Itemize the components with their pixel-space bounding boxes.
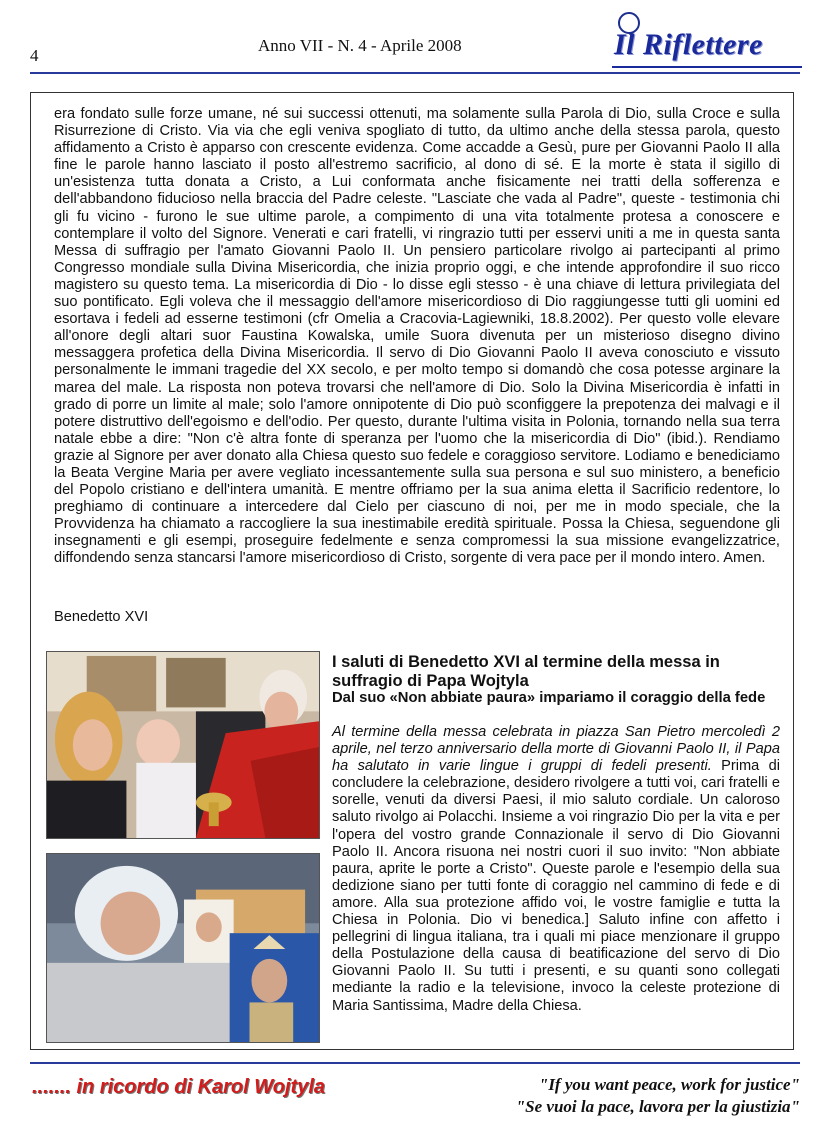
article-title: I saluti di Benedetto XVI al termine della messa in suffragio di Papa Wojtyla: [332, 653, 720, 690]
article-text: [332, 724, 780, 1015]
footer-dedication: ....... in ricordo di Karol Wojtyla: [32, 1076, 325, 1098]
footer-divider: [30, 1062, 800, 1064]
motto-english: "If you want peace, work for justice": [538, 1075, 800, 1094]
page-number: 4: [30, 46, 39, 65]
article-subtitle: Dal suo «Non abbiate paura» impariamo il coraggio della fede: [332, 690, 766, 706]
homily-text: era fondato sulle forze umane, né sui successi ottenuti, ma solamente sulla Parola di Dio, sulla Croce e sulla Risurrezione di Cristo. Via via che egli veniva spogliato di tutto, da ultimo anche della stessa parola, questo affidamento a Cristo è apparso con crescente evidenza. Come accadde a Gesù, pure per Giovanni Paolo II alla fine le parole hanno lasciato il posto all'estremo sacrificio, al dono di sé. E la morte è stata il sigillo di un'esistenza tutta donata a Cristo, a Lui conformata anche fisicamente nei tratti della sofferenza e dell'abbandono fiducioso nella braccia del Padre celeste. "Lasciate che vada al Padre", queste - testimonia chi gli fu vicino - furono le sue ultime parole, a compimento di una vita totalmente protesa a conoscere e contemplare il volto del Signore. Venerati e cari fratelli, vi ringrazio tutti per esservi uniti a me in questa santa Messa di suffragio per l'amato Giovanni Paolo II. Un pensiero particolare rivolgo ai partecipanti al primo Congresso mondiale sulla Divina Misericordia, che inizia proprio oggi, e che intende approfondire il suo ricco magistero su questo tema. La misericordia di Dio - lo disse egli stesso - è una chiave di lettura privilegiata del suo pontificato. Egli voleva che il messaggio dell'amore misericordioso di Dio raggiungesse tutti gli uomini ed esortava i fedeli ad esserne testimoni (cfr Omelia a Cracovia-Lagiewniki, 18.8.2002). Per questo volle elevare all'onore degli altari suor Faustina Kowalska, umile Suora divenuta per un misterioso disegno divino messaggera profetica della Divina Misericordia. Il servo di Dio Giovanni Paolo II aveva conosciuto e vissuto personalmente le immani tragedie del XX secolo, e per molto tempo si domandò che cosa potesse arginare la marea del male. La risposta non poteva trovarsi che nell'amore di Dio. Solo la Divina Misericordia è infatti in grado di porre un limite al male; solo l'amore onnipotente di Dio può sconfiggere la prepotenza dei malvagi e il potere distruttivo dell'egoismo e dell'odio. Per questo, durante l'ultima visita in Polonia, tornando nella sua terra natale ebbe a dire: "Non c'è altra fonte di speranza per l'uomo che la misericordia di Dio" (ibid.). Rendiamo grazie al Signore per aver donato alla Chiesa questo suo fedele e coraggioso servitore. Lodiamo e benediciamo la Beata Vergine Maria per avere vegliato incessantemente sulla sua persona e sul suo ministero, a beneficio del Popolo cristiano e dell'intera umanità. E mentre offriamo per la sua anima eletta il Sacrificio redentore, lo preghiamo di continuare a intercedere dal Cielo per ciascuno di noi, per me in modo speciale, che la Provvidenza ha chiamato a raccogliere la sua inestimabile eredità spirituale. Possa la Chiesa, seguendone gli insegnamenti e gli esempi, proseguire fedelmente e senza compromessi la sua missione evangelizzatrice, diffondendo senza stancarsi l'amore misericordioso di Cristo, sorgente di vera pace per il mondo intero. Amen.: [54, 106, 780, 567]
masthead-underline: [612, 66, 802, 68]
homily-signature: Benedetto XVI: [54, 609, 149, 625]
motto-italian: "Se vuoi la pace, lavora per la giustizia": [515, 1097, 800, 1116]
photo-pope-blessing-child: [46, 651, 320, 839]
masthead-logo: [612, 12, 802, 68]
footer-motto: [450, 1074, 800, 1118]
header-divider: [30, 72, 800, 74]
photo-nun-with-portrait: [46, 853, 320, 1043]
masthead-title: Il Riflettere: [614, 28, 763, 61]
issue-line: Anno VII - N. 4 - Aprile 2008: [258, 36, 462, 55]
article-body: Prima di concludere la celebrazione, desidero rivolgere a tutti voi, cari fratelli e sorelle, venuti da diversi Paesi, il mio saluto cordiale. Un caloroso saluto rivolgo ai Polacchi. Insieme a voi ringrazio Dio per la vita e per l'opera del vostro grande Connazionale il servo di Dio Giovanni Paolo II. Ancora risuona nei nostri cuori il suo invito: "Non abbiate paura, aprite le porte a Cristo". Queste parole e l'esempio della sua dedizione siano per tutti fonte di coraggio nel cammino di fede e di amore. Alla sua protezione affido voi, le vostre famiglie e tutta la Chiesa in Polonia. Dio vi benedica.] Saluto infine con affetto i pellegrini di lingua italiana, tra i quali mi piace menzionare il gruppo della Postulazione della causa di beatificazione del servo di Dio Giovanni Paolo II. Su tutti i presenti, e su quanti sono collegati mediante la radio e la televisione, invoco la celeste protezione di Maria Santissima, Madre della Chiesa.: [332, 758, 780, 1014]
article-intro: Al termine della messa celebrata in piazza San Pietro mercoledì 2 aprile, nel terzo anniversario della morte di Giovanni Paolo II, il Papa ha salutato in varie lingue i gruppi di fedeli presenti.: [332, 724, 780, 775]
